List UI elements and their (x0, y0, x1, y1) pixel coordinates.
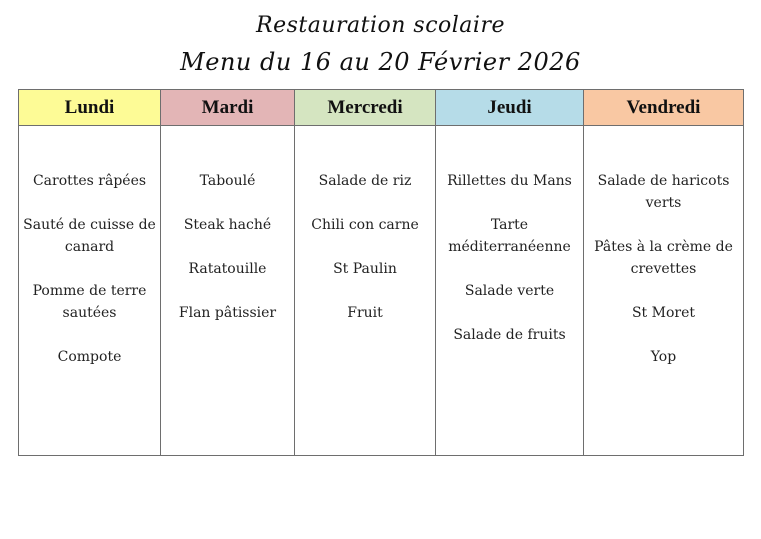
day-header-vendredi: Vendredi (584, 90, 744, 126)
day-column-jeudi (436, 126, 584, 456)
dish-item: Pomme de terre sautées (32, 283, 147, 321)
dish-item: St Paulin (333, 261, 397, 277)
dish-item: Sauté de cuisse de canard (23, 217, 156, 255)
day-column-mercredi (295, 126, 436, 456)
dish-item: Fruit (347, 305, 383, 321)
page-subtitle: Menu du 16 au 20 Février 2026 (180, 48, 581, 76)
dish-item: Salade de haricots verts (597, 173, 730, 211)
dish-item: Chili con carne (311, 217, 419, 233)
dish-item: Steak haché (183, 217, 272, 233)
dish-item: Flan pâtissier (178, 305, 277, 321)
day-header-mardi: Mardi (161, 90, 295, 126)
day-column-mardi (161, 126, 295, 456)
dish-item: Rillettes du Mans (447, 173, 572, 189)
weekly-menu-table (18, 89, 744, 456)
dish-item: Salade de fruits (453, 327, 566, 343)
page-title: Restauration scolaire (256, 13, 505, 38)
dish-item: Salade verte (464, 283, 555, 299)
day-header-row (19, 90, 744, 126)
day-header-lundi: Lundi (19, 90, 161, 126)
dishes-row (19, 126, 744, 456)
dish-item: Compote (57, 349, 122, 365)
dish-item: Taboulé (199, 173, 256, 189)
day-header-mercredi: Mercredi (295, 90, 436, 126)
day-header-jeudi: Jeudi (436, 90, 584, 126)
dish-item: Carottes râpées (32, 173, 147, 189)
dish-item: Ratatouille (188, 261, 267, 277)
dish-item: St Moret (631, 305, 696, 321)
day-column-lundi (19, 126, 161, 456)
menu-title-block (0, 8, 761, 80)
dish-item: Yop (650, 349, 677, 365)
dish-item: Tarte méditerranéenne (448, 217, 571, 255)
day-column-vendredi (584, 126, 744, 456)
dish-item: Pâtes à la crème de crevettes (594, 239, 733, 277)
dish-item: Salade de riz (318, 173, 412, 189)
